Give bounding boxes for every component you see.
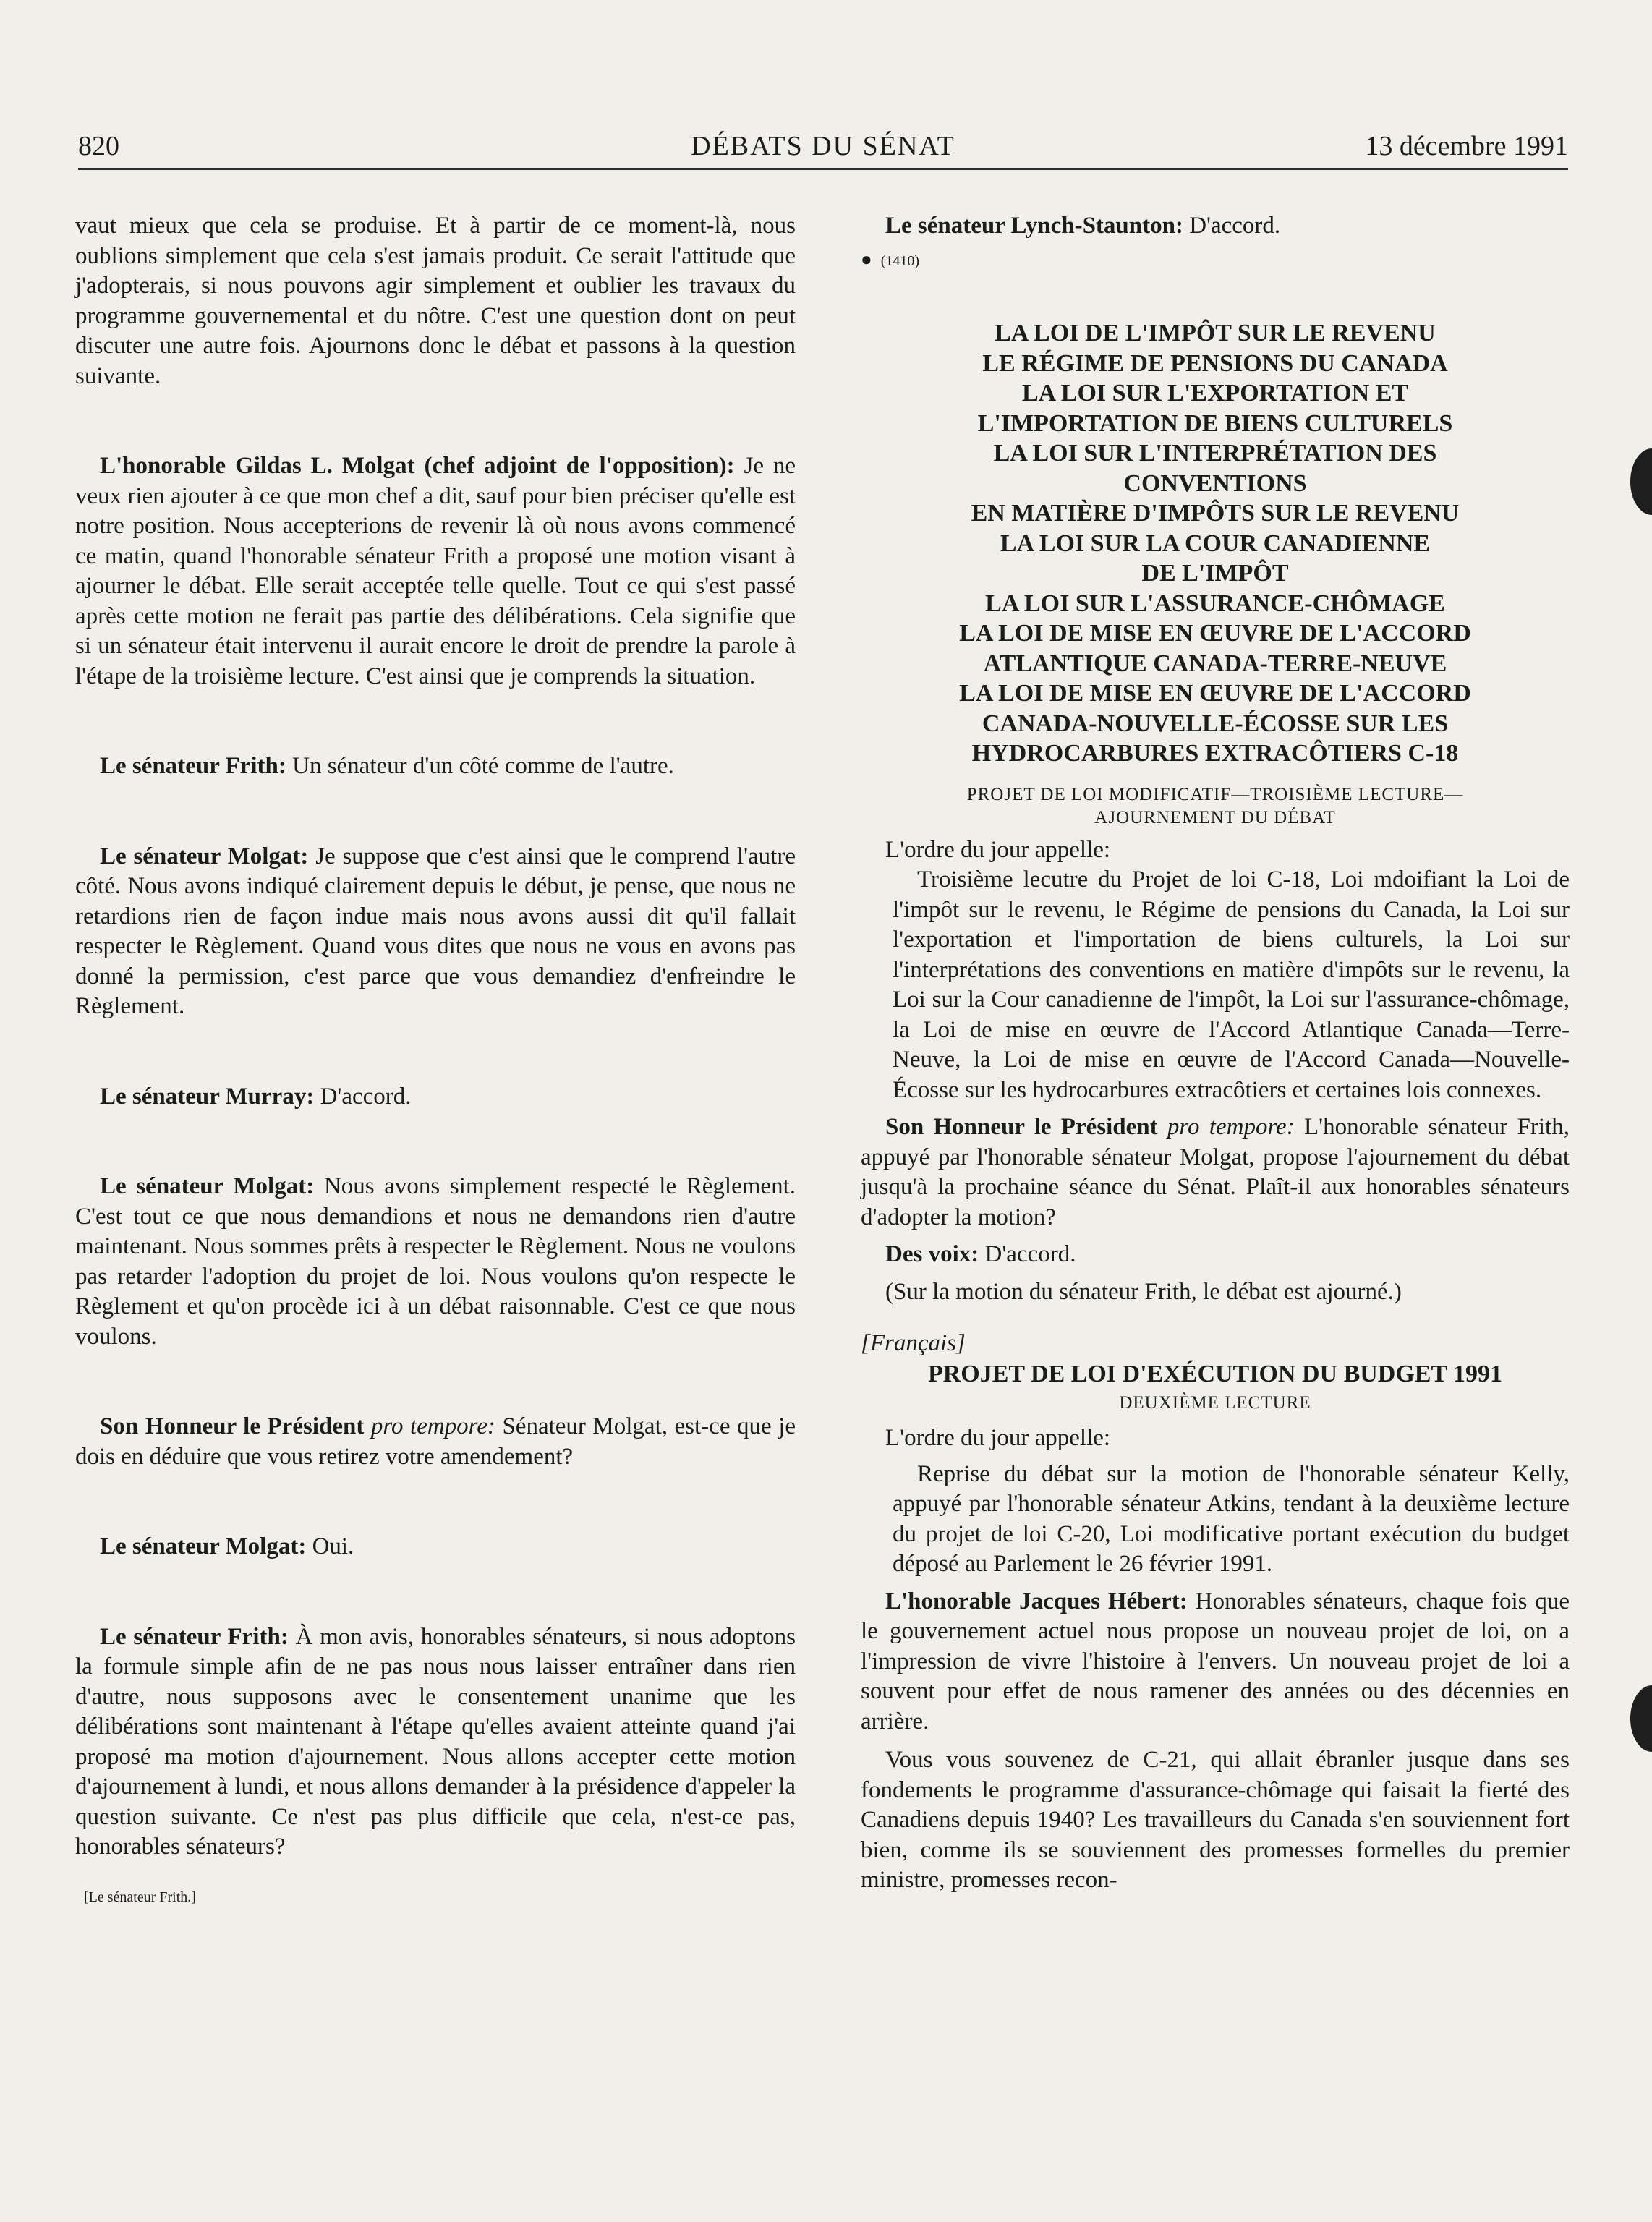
speech-text: L'honorable sénateur Frith, appuyé par l'honorable sénateur Molgat, propose l'ajournement du débat jusqu'à la prochaine séance du Sénat. Plaît-il aux honorables sénateurs d'adopter la motion? xyxy=(861,1114,1570,1230)
speaker-name: Le sénateur Frith: xyxy=(100,753,286,779)
paragraph xyxy=(861,1112,1570,1233)
order-of-day: L'ordre du jour appelle: xyxy=(885,836,1111,863)
language-tag: [Français] xyxy=(861,1330,966,1356)
heading-line: LA LOI DE MISE EN ŒUVRE DE L'ACCORD xyxy=(959,680,1471,707)
speaker-name: Le sénateur Murray: xyxy=(100,1083,315,1110)
speech-text: Un sénateur d'un côté comme de l'autre. xyxy=(286,753,674,779)
speaker-name: Des voix: xyxy=(885,1241,979,1267)
section-subheading: PROJET DE LOI MODIFICATIF—TROISIÈME LECTURE— AJOURNEMENT DU DÉBAT xyxy=(966,784,1464,827)
right-column xyxy=(861,211,1570,1896)
heading-line: EN MATIÈRE D'IMPÔTS SUR LE REVENU xyxy=(971,500,1460,527)
heading-line: LA LOI SUR L'INTERPRÉTATION DES xyxy=(993,440,1437,467)
running-footnote: [Le sénateur Frith.] xyxy=(84,1889,196,1905)
speech-text: À mon avis, honorables sénateurs, si nous adoptons la formule simple afin de ne pas nous nous laisser entraîner dans rien d'autre, nous supposons avec le consentement unanime que les délibérations sont maintenant à l'étape qu'elles avaient atteinte quand j'ai proposé ma motion d'ajournement. Nous allons accepter cette motion d'ajournement à lundi, et nous allons demander à la présidence d'appeler la question suivante. Ce n'est pas plus difficile que cela, n'est-ce pas, honorables sénateurs? xyxy=(75,1623,796,1860)
heading-line: ATLANTIQUE CANADA-TERRE-NEUVE xyxy=(983,650,1447,677)
speaker-name: Son Honneur le Président xyxy=(885,1114,1158,1140)
heading-line: LA LOI SUR L'ASSURANCE-CHÔMAGE xyxy=(985,589,1445,617)
paragraph xyxy=(861,211,1570,242)
publication-title: DÉBATS DU SÉNAT xyxy=(691,131,955,161)
order-of-day: L'ordre du jour appelle: xyxy=(885,1425,1111,1451)
speech-text: Je suppose que c'est ainsi que le comprend l'autre côté. Nous avons indiqué clairement depuis le début, je pense, que nous ne retardions rien de façon indue mais nous avons aussi dit qu'il fallait respecter le Règlement. Quand vous dites que nous ne vous en avons pas donné la permission, c'est parce que vous demandiez d'enfreindre le Règlement. xyxy=(75,843,796,1019)
paragraph xyxy=(75,1082,796,1112)
speech-text: Honorables sénateurs, chaque fois que le gouvernement actuel nous propose un nouveau projet de loi, on a l'impression de vivre l'histoire à l'envers. Un nouveau projet de loi a souvent pour effet de nous ramener des années ou des décennies en arrière. xyxy=(861,1588,1570,1734)
paragraph xyxy=(75,752,796,782)
heading-line: CANADA-NOUVELLE-ÉCOSSE SUR LES xyxy=(982,710,1449,737)
paragraph: Vous vous souvenez de C-21, qui allait ébranler jusque dans ses fondements le programme d'assurance-chômage qui faisait la fierté des Canadiens depuis 1940? Les travailleurs du Canada s'en souviennent fort bien, comme ils se souviennent des promesses formelles du premier ministre, promesses recon- xyxy=(861,1747,1570,1893)
publication-date: 13 décembre 1991 xyxy=(1365,131,1568,161)
heading-line: CONVENTIONS xyxy=(1123,469,1307,497)
speaker-name: Le sénateur Lynch-Staunton: xyxy=(885,213,1183,239)
speaker-name: Le sénateur Molgat: xyxy=(100,1173,315,1199)
speech-text: Je ne veux rien ajouter à ce que mon chef a dit, sauf pour bien préciser qu'elle est notre position. Nous accepterions de revenir là où nous avons commencé ce matin, quand l'honorable sénateur Frith a proposé une motion visant à ajourner le débat. Elle serait acceptée telle quelle. Tout ce qui s'est passé après cette motion ne ferait pas partie des délibérations. Cela signifie que si un sénateur était intervenu il aurait encore le droit de prendre la parole à l'étape de la troisième lecture. C'est ainsi que je comprends la situation. xyxy=(75,453,796,689)
speaker-qualifier: pro tempore: xyxy=(364,1413,495,1439)
speech-text: D'accord. xyxy=(314,1083,412,1110)
speech-text: D'accord. xyxy=(1183,213,1281,239)
heading-line: LA LOI SUR L'EXPORTATION ET xyxy=(1021,380,1409,406)
heading-line: LE RÉGIME DE PENSIONS DU CANADA xyxy=(982,349,1448,377)
speaker-qualifier: pro tempore: xyxy=(1157,1114,1295,1140)
heading-line: LA LOI DE L'IMPÔT SUR LE REVENU xyxy=(995,320,1436,346)
bullet-icon: ● xyxy=(861,248,872,270)
order-text: Reprise du débat sur la motion de l'honorable sénateur Kelly, appuyé par l'honorable sénateur Atkins, tendant à la deuxième lecture du projet de loi C-20, Loi modificative portant exécution du budget déposé au Parlement le 26 février 1991. xyxy=(893,1460,1570,1577)
page-header xyxy=(78,129,1568,170)
speaker-name: Son Honneur le Président xyxy=(100,1413,365,1439)
heading-line: LA LOI DE MISE EN ŒUVRE DE L'ACCORD xyxy=(959,620,1471,647)
paragraph xyxy=(75,1622,796,1863)
binding-hole-mark xyxy=(1630,1685,1652,1752)
paragraph xyxy=(75,1532,796,1562)
time-marker: ● (1410) xyxy=(861,248,920,270)
left-column xyxy=(75,211,796,1912)
section-heading xyxy=(861,318,1570,769)
speaker-name: Le sénateur Molgat: xyxy=(100,1533,307,1559)
section-subheading-budget: DEUXIÈME LECTURE xyxy=(1119,1393,1311,1413)
paragraph xyxy=(75,451,796,691)
page-number: 820 xyxy=(78,131,119,161)
speech-text: D'accord. xyxy=(979,1241,1076,1267)
heading-line: DE L'IMPÔT xyxy=(1141,560,1289,587)
speech-text: Sénateur Molgat, est-ce que je dois en déduire que vous retirez votre amendement? xyxy=(75,1413,796,1470)
heading-line: LA LOI SUR LA COUR CANADIENNE xyxy=(1000,529,1431,557)
heading-line: L'IMPORTATION DE BIENS CULTURELS xyxy=(977,409,1453,437)
paragraph xyxy=(75,1412,796,1472)
paragraph: vaut mieux que cela se produise. Et à partir de ce moment-là, nous oublions simplement que cela s'est jamais produit. Ce serait l'attitude que j'adopterais, si nous pouvons agir simplement et oublier les travaux du programme gouvernemental et du nôtre. C'est une question dont on peut discuter une autre fois. Ajournons donc le débat et passons à la question suivante. xyxy=(75,213,796,389)
paragraph xyxy=(861,1587,1570,1737)
paragraph xyxy=(861,1240,1570,1270)
speaker-name: L'honorable Jacques Hébert: xyxy=(885,1588,1188,1614)
section-heading-budget: PROJET DE LOI D'EXÉCUTION DU BUDGET 1991 xyxy=(927,1360,1503,1387)
heading-line: HYDROCARBURES EXTRACÔTIERS C-18 xyxy=(971,740,1459,767)
binding-hole-mark xyxy=(1630,448,1652,515)
speaker-name: L'honorable Gildas L. Molgat (chef adjoint de l'opposition): xyxy=(100,453,735,479)
order-text: Troisième lecutre du Projet de loi C-18, Loi mdoifiant la Loi de l'impôt sur le revenu, le Régime de pensions du Canada, la Loi sur l'exportation et l'importation de biens culturels, la Loi sur l'interprétations des conventions en matière d'impôts sur le revenu, la Loi sur la Cour canadienne de l'impôt, la Loi sur l'assurance-chômage, la Loi de mise en œuvre de l'Accord Atlantique Canada—Terre-Neuve, la Loi de mise en œuvre de l'Accord Canada—Nouvelle-Écosse sur les hydrocarbures extracôtiers et certaines lois connexes. xyxy=(893,867,1570,1103)
speaker-name: Le sénateur Molgat: xyxy=(100,843,309,869)
paragraph xyxy=(75,842,796,1022)
speech-text: Oui. xyxy=(306,1533,354,1559)
speaker-name: Le sénateur Frith: xyxy=(100,1623,289,1650)
paragraph xyxy=(75,1172,796,1352)
speech-text: Nous avons simplement respecté le Règlement. C'est tout ce que nous demandions et nous ne demandons rien d'autre maintenant. Nous sommes prêts à respecter le Règlement. Nous ne voulons pas retarder l'adoption du projet de loi. Nous voulons qu'on respecte le Règlement et qu'on procède ici à un débat raisonnable. C'est ce que nous voulons. xyxy=(75,1173,796,1350)
procedural-note: (Sur la motion du sénateur Frith, le débat est ajourné.) xyxy=(885,1278,1402,1305)
